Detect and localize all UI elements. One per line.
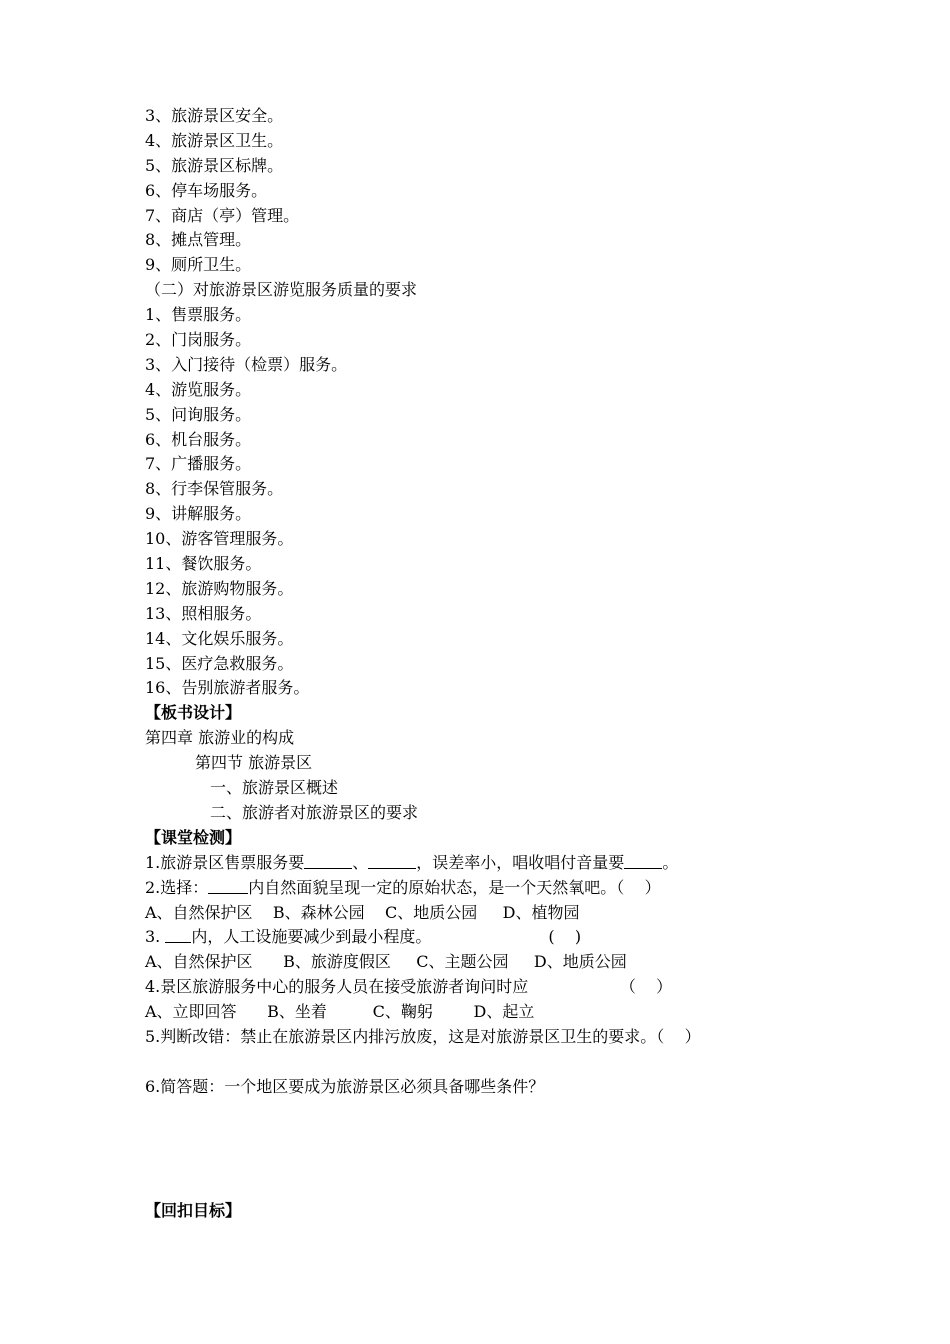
list-item: 9、讲解服务。 — [145, 504, 252, 524]
list-item: 4、旅游景区卫生。 — [145, 130, 284, 150]
list-item: 8、行李保管服务。 — [145, 479, 284, 499]
list-item: 4、游览服务。 — [145, 379, 252, 399]
answer-blank[interactable] — [624, 852, 662, 869]
list-item: 12、旅游购物服务。 — [145, 578, 294, 598]
section1-list — [145, 104, 835, 278]
quiz-question-5: 5.判断改错：禁止在旅游景区内排污放废，这是对旅游景区卫生的要求。（ ） — [145, 1026, 701, 1046]
board-design-heading: 【板书设计】 — [145, 703, 242, 723]
list-item: 9、厕所卫生。 — [145, 255, 252, 275]
quiz-options-4: A、立即回答 B、坐着 C、鞠躬 D、起立 — [145, 1002, 535, 1022]
board-point: 二、旅游者对旅游景区的要求 — [210, 802, 419, 822]
quiz-options-2: A、自然保护区 B、森林公园 C、地质公园 D、植物园 — [145, 902, 580, 922]
quiz-question-2: 2.选择： 内自然面貌呈现一定的原始状态，是一个天然氧吧。（ ） — [145, 877, 661, 897]
blank-spacer — [145, 1050, 835, 1075]
list-item: 14、文化娱乐服务。 — [145, 628, 294, 648]
list-item: 13、照相服务。 — [145, 603, 262, 623]
document-page — [145, 104, 835, 1224]
list-item: 8、摊点管理。 — [145, 230, 252, 250]
list-item: 3、旅游景区安全。 — [145, 106, 284, 125]
list-item: 6、停车场服务。 — [145, 180, 268, 200]
list-item: 6、机台服务。 — [145, 429, 252, 449]
list-item: 11、餐饮服务。 — [145, 554, 262, 574]
list-item: 2、门岗服务。 — [145, 330, 252, 350]
quiz-section — [145, 826, 835, 1199]
list-item: 10、游客管理服务。 — [145, 529, 294, 549]
board-chapter: 第四章 旅游业的构成 — [145, 728, 295, 748]
list-item: 5、问询服务。 — [145, 404, 252, 424]
board-section: 第四节 旅游景区 — [195, 753, 313, 773]
answer-space[interactable] — [145, 1100, 835, 1200]
list-item: 3、入门接待（检票）服务。 — [145, 354, 348, 374]
quiz-heading: 【课堂检测】 — [145, 827, 242, 847]
answer-blank[interactable] — [304, 852, 352, 869]
list-item: 7、商店（亭）管理。 — [145, 205, 300, 225]
board-design-section — [145, 701, 835, 825]
quiz-options-3: A、自然保护区 B、旅游度假区 C、主题公园 D、地质公园 — [145, 952, 627, 972]
list-item: 1、售票服务。 — [145, 305, 252, 325]
review-heading: 【回扣目标】 — [145, 1201, 242, 1221]
quiz-question-4: 4.景区旅游服务中心的服务人员在接受旅游者询问时应 （ ） — [145, 977, 673, 997]
list-item: 16、告别旅游者服务。 — [145, 678, 310, 698]
list-item: 7、广播服务。 — [145, 454, 252, 474]
quiz-question-3: 3. 内，人工设施要减少到最小程度。 ( ) — [145, 927, 582, 947]
list-item: 15、医疗急救服务。 — [145, 653, 294, 673]
quiz-question-1: 1.旅游景区售票服务要 、 ，误差率小，唱收唱付音量要 。 — [145, 852, 679, 872]
board-point: 一、旅游景区概述 — [210, 778, 339, 798]
answer-blank[interactable] — [208, 877, 248, 894]
section2-list — [145, 303, 835, 701]
section2-heading: （二）对旅游景区游览服务质量的要求 — [145, 280, 418, 300]
answer-blank[interactable] — [368, 852, 416, 869]
quiz-question-6: 6.简答题：一个地区要成为旅游景区必须具备哪些条件？ — [145, 1076, 545, 1096]
list-item: 5、旅游景区标牌。 — [145, 155, 284, 175]
answer-blank[interactable] — [165, 926, 191, 943]
